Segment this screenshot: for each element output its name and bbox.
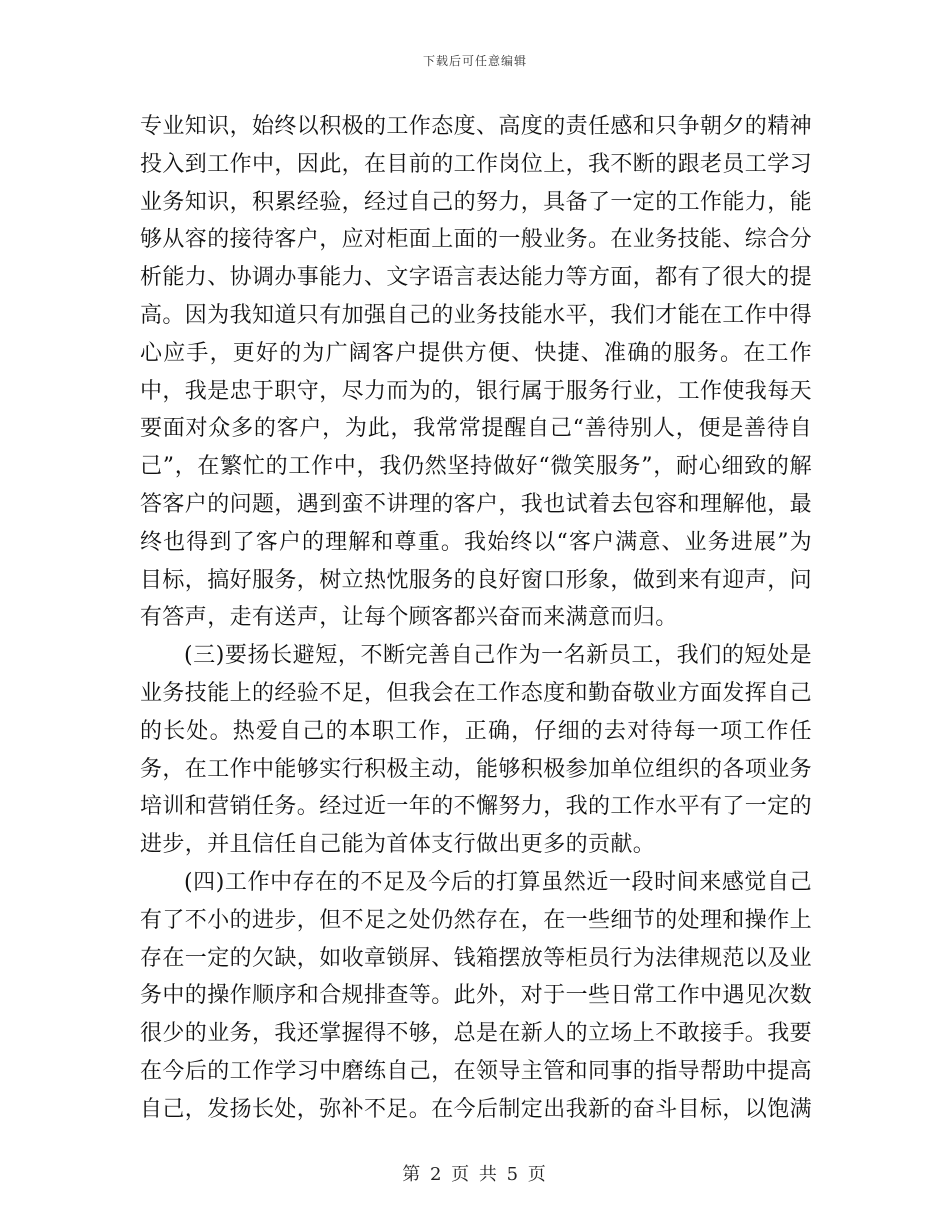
- paragraph-section-four: (四)工作中存在的不足及今后的打算虽然近一段时间来感觉自己有了不小的进步，但不足之处仍然存在，在一些细节的处理和操作上存在一定的欠缺，如收章锁屏、钱箱摆放等柜员行为法律规范以及业务中的操作顺序和合规排查等。此外，对于一些日常工作中遇见次数很少的业务，我还掌握得不够，总是在新人的立场上不敢接手。我要在今后的工作学习中磨练自己，在领导主管和同事的指导帮助中提高自己，发扬长处，弥补不足。在今后制定出我新的奋斗目标，以饱满: [140, 869, 813, 1122]
- paragraph-section-three: (三)要扬长避短，不断完善自己作为一名新员工，我们的短处是业务技能上的经验不足，但我会在工作态度和勤奋敬业方面发挥自己的长处。热爱自己的本职工作，正确，仔细的去对待每一项工作任务，在工作中能够实行积极主动，能够积极参加单位组织的各项业务培训和营销任务。经过近一年的不懈努力，我的工作水平有了一定的进步，并且信任自己能为首体支行做出更多的贡献。: [140, 643, 813, 858]
- paragraph-continuation: 专业知识，始终以积极的工作态度、高度的责任感和只争朝夕的精神投入到工作中，因此，在目前的工作岗位上，我不断的跟老员工学习业务知识，积累经验，经过自己的努力，具备了一定的工作能力，能够从容的接待客户，应对柜面上面的一般业务。在业务技能、综合分析能力、协调办事能力、文字语言表达能力等方面，都有了很大的提高。因为我知道只有加强自己的业务技能水平，我们才能在工作中得心应手，更好的为广阔客户提供方便、快捷、准确的服务。在工作中，我是忠于职守，尽力而为的，银行属于服务行业，工作使我每天要面对众多的客户，为此，我常常提醒自己“善待别人，便是善待自己”，在繁忙的工作中，我仍然坚持做好“微笑服务”，耐心细致的解答客户的问题，遇到蛮不讲理的客户，我也试着去包容和理解他，最终也得到了客户的理解和尊重。我始终以“客户满意、业务进展”为目标，搞好服务，树立热忱服务的良好窗口形象，做到来有迎声，问有答声，走有送声，让每个顾客都兴奋而来满意而归。: [140, 114, 813, 631]
- page-number-footer: 第 2 页 共 5 页: [402, 1164, 548, 1185]
- header-note: 下载后可任意编辑: [422, 54, 527, 68]
- document-body: [140, 108, 812, 1129]
